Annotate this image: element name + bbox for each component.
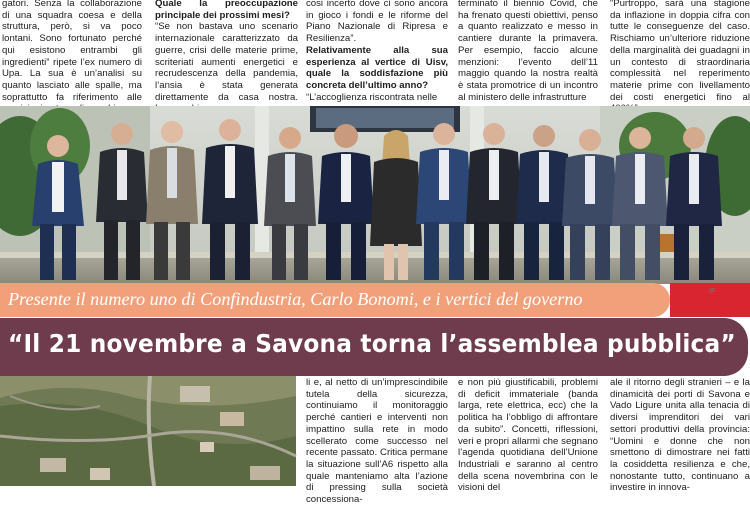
headline-band [0, 318, 748, 376]
paragraph: e non più giustificabili, problemi di deficit immateriale (banda larga, rete elettrica, ecc) che la politica ha l’obbligo di affrontare da subito”. Concetti, riflessioni, veri e propri allarmi che segnano l’agenda quotidiana dell’Unione Industriali e saranno al centro della scena novembrina con le visioni del [458, 377, 598, 494]
subheading-band [0, 283, 670, 317]
article-column-2 [155, 0, 298, 104]
paragraph: “L’accoglienza riscontrata nelle [306, 91, 438, 103]
aerial-photo [0, 376, 296, 486]
article-column-1 [2, 0, 142, 104]
article-bottom-column-3 [610, 377, 750, 494]
group-photo [0, 106, 750, 284]
interview-question: Quale la preoccupazione principale dei prossimi mesi? [155, 0, 298, 21]
headline: “Il 21 novembre a Savona torna l’assemblea pubblica” [8, 329, 736, 358]
paragraph: “Se non bastava uno scenario internazionale caratterizzato da guerre, crisi delle materie prime, scriteriati aumenti energetici e recrudescenza della pandemia, l’ansia è stata generata direttamente da casa nostra. [155, 21, 298, 103]
article-column-3 [306, 0, 448, 104]
paragraph: terminato il biennio Covid, che ha frenato questi obiettivi, penso a quanto realizzato e messo in cantiere durante la primavera. Per esempio, faccio alcune menzioni: l’evento dell’11 maggio quando la nostra realtà è stata promotrice di un incontro al ministero delle infrastrutture [458, 0, 598, 103]
photo-credit: IF [709, 288, 716, 295]
paragraph: ale il ritorno degli stranieri – e la dinamicità dei porti di Savona e Vado Ligure unita alla tenacia di diversi imprenditori dei vari settori produttivi della provincia: “Uomini e donne che non smettono di dimostrare nei fatti la cosiddetta resilienza e che, nonostante tutto, continuano a investire in innova- [610, 377, 750, 494]
paragraph: “Purtroppo, sarà una stagione da inflazione in doppia cifra con tutte le conseguenze del caso. Rischiamo un’ulteriore riduzione della marginalità dei guadagni in un contesto di straordinaria complessità nel reperimento materie prime con livellamento dei costi energetici fino al [610, 0, 750, 103]
paragraph: cosi incerto dove ci sono ancora in gioco i fondi e le riforme del Piano Nazionale di Ripresa e Resilienza”. [306, 0, 448, 45]
subheading: Presente il numero uno di Confindustria, Carlo Bonomi, e i vertici del governo [8, 289, 583, 309]
article-column-4 [458, 0, 598, 104]
article-bottom-column-1 [306, 377, 448, 506]
paragraph: li e, al netto di un’imprescindibile tutela della sicurezza, continuiamo il monitoraggio perché cantieri e interventi non impattino sulla rete in modo scellerato come successo nel recente passato. Critica permane la situazione sull’A6 rispetto alla quale manteniamo alta l’azione di pressing sulla società concessiona- [306, 377, 448, 506]
interview-question: Relativamente alla sua esperienza al vertice di Uisv, quale la soddisfazione più concreta dell’ultimo anno? [306, 44, 448, 91]
article-bottom-column-2 [458, 377, 598, 494]
article-column-5 [610, 0, 750, 104]
paragraph: gatori. Senza la collaborazione di una squadra coesa e della struttura, però, si va poco lontani. Sono fortunato perché qui esistono entrambi gli ingredienti” ripete l’ex numero di Upa. La sua è un’analisi su quanto lasciato alle spalle, ma soprattutto fa riferimento alle [2, 0, 142, 103]
